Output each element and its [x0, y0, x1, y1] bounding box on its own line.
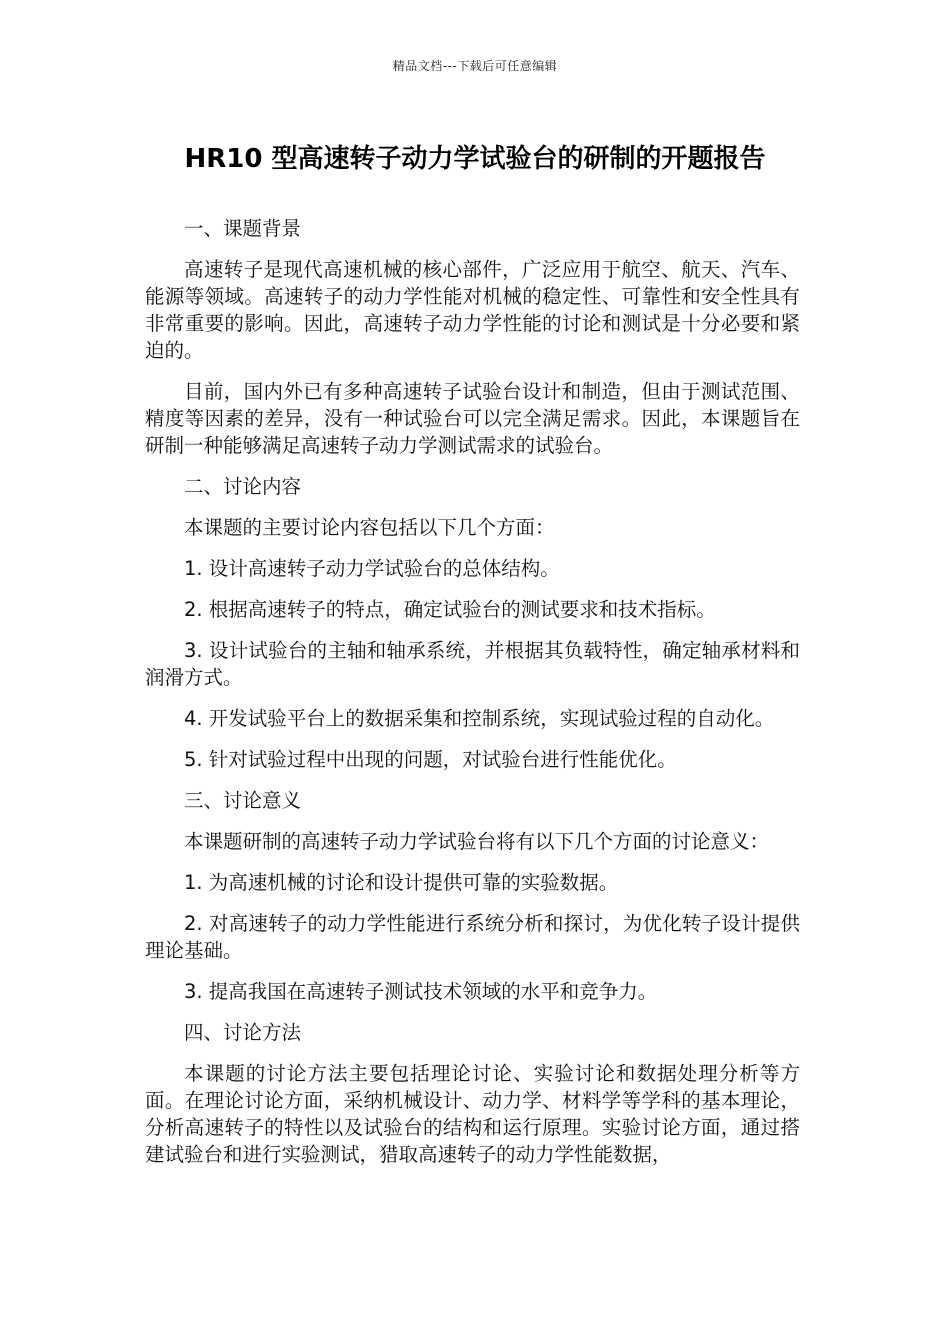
page-header-watermark: 精品文档---下载后可任意编辑 — [392, 59, 558, 73]
section-heading-method: 四、讨论方法 — [184, 1021, 302, 1044]
list-item: 1. 为高速机械的讨论和设计提供可靠的实验数据。 — [184, 871, 619, 894]
list-item: 5. 针对试验过程中出现的问题，对试验台进行性能优化。 — [184, 748, 677, 771]
list-item: 4. 开发试验平台上的数据采集和控制系统，实现试验过程的自动化。 — [184, 707, 775, 730]
section-heading-significance: 三、讨论意义 — [184, 789, 302, 812]
paragraph: 高速转子是现代高速机械的核心部件，广泛应用于航空、航天、汽车、能源等领域。高速转子的动力学性能对机械的稳定性、可靠性和安全性具有非常重要的影响。因此，高速转子动力学性能的讨论和测试是十分必要和紧迫的。 — [145, 258, 800, 362]
paragraph: 本课题研制的高速转子动力学试验台将有以下几个方面的讨论意义： — [184, 830, 770, 853]
document-body — [145, 215, 800, 1182]
list-item: 3. 提高我国在高速转子测试技术领域的水平和竞争力。 — [184, 980, 658, 1003]
list-item: 2. 对高速转子的动力学性能进行系统分析和探讨，为优化转子设计提供理论基础。 — [145, 912, 800, 962]
section-heading-content: 二、讨论内容 — [184, 475, 302, 498]
document-title: HR10 型高速转子动力学试验台的研制的开题报告 — [184, 144, 766, 174]
list-item: 1. 设计高速转子动力学试验台的总体结构。 — [184, 557, 560, 580]
list-item: 3. 设计试验台的主轴和轴承系统，并根据其负载特性，确定轴承材料和润滑方式。 — [145, 639, 800, 689]
paragraph: 本课题的讨论方法主要包括理论讨论、实验讨论和数据处理分析等方面。在理论讨论方面，采纳机械设计、动力学、材料学等学科的基本理论，分析高速转子的特性以及试验台的结构和运行原理。实验讨论方面，通过搭建试验台和进行实验测试，猎取高速转子的动力学性能数据， — [145, 1062, 800, 1166]
list-item: 2. 根据高速转子的特点，确定试验台的测试要求和技术指标。 — [184, 598, 716, 621]
paragraph: 目前，国内外已有多种高速转子试验台设计和制造，但由于测试范围、精度等因素的差异，没有一种试验台可以完全满足需求。因此，本课题旨在研制一种能够满足高速转子动力学测试需求的试验台。 — [145, 380, 800, 457]
paragraph: 本课题的主要讨论内容包括以下几个方面： — [184, 516, 555, 539]
section-heading-background: 一、课题背景 — [184, 217, 302, 240]
